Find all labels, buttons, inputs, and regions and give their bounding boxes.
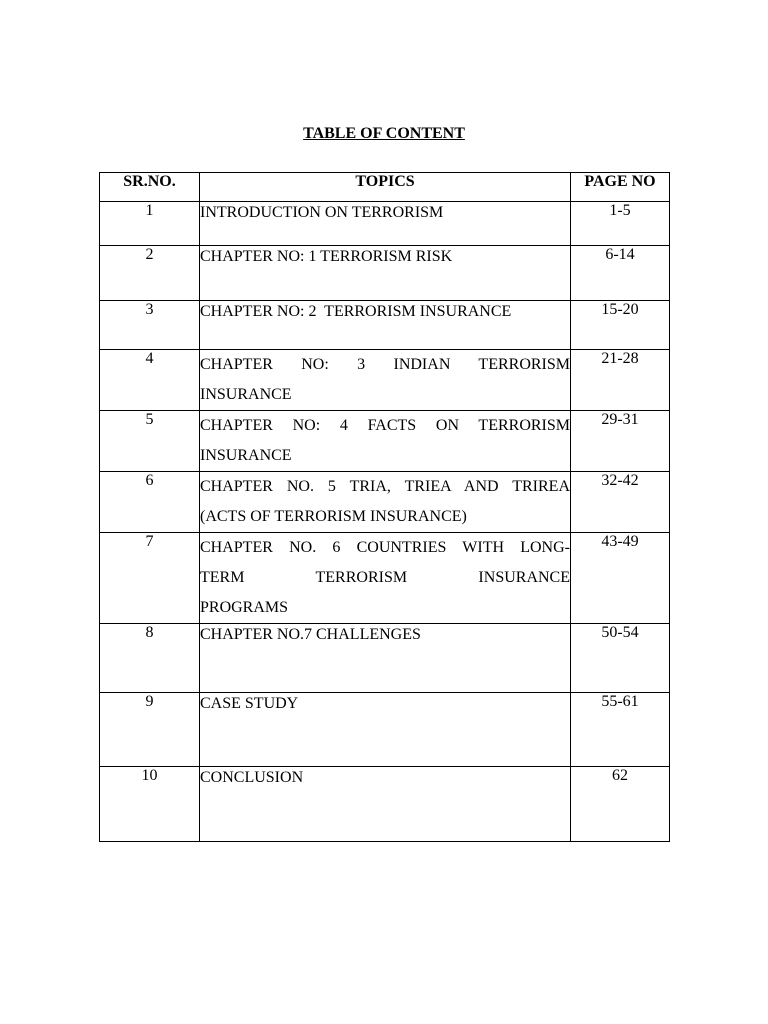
row-sr-no: 10 (100, 767, 200, 842)
row-page-no: 62 (571, 767, 670, 842)
row-topic (200, 350, 571, 411)
row-sr-no: 5 (100, 411, 200, 472)
table-row (100, 411, 670, 472)
row-topic-line: INSURANCE (200, 447, 292, 464)
row-topic: INTRODUCTION ON TERRORISM (200, 202, 571, 246)
table-row (100, 202, 670, 246)
row-sr-no: 7 (100, 533, 200, 624)
row-topic: CONCLUSION (200, 767, 571, 842)
row-topic: CASE STUDY (200, 693, 571, 767)
row-topic (200, 411, 571, 472)
row-page-no: 43-49 (571, 533, 670, 624)
row-sr-no: 3 (100, 301, 200, 350)
row-topic: CHAPTER NO.7 CHALLENGES (200, 624, 571, 693)
row-page-no: 1-5 (571, 202, 670, 246)
table-row (100, 533, 670, 624)
row-sr-no: 1 (100, 202, 200, 246)
table-row (100, 472, 670, 533)
row-sr-no: 6 (100, 472, 200, 533)
row-sr-no: 4 (100, 350, 200, 411)
row-topic: CHAPTER NO: 2 TERRORISM INSURANCE (200, 301, 571, 350)
row-topic-line: CHAPTER NO. 6 COUNTRIES WITH LONG- (200, 539, 570, 556)
row-topic-line: TERM TERRORISM INSURANCE (200, 569, 570, 586)
table-row (100, 301, 670, 350)
row-topic (200, 533, 571, 624)
table-row (100, 767, 670, 842)
header-sr-no: SR.NO. (100, 173, 200, 202)
header-page-no: PAGE NO (571, 173, 670, 202)
row-sr-no: 2 (100, 246, 200, 301)
document-title: TABLE OF CONTENT (303, 125, 465, 142)
table-of-contents (99, 172, 670, 842)
row-sr-no: 8 (100, 624, 200, 693)
row-topic-line: CHAPTER NO. 5 TRIA, TRIEA AND TRIREA (200, 478, 570, 495)
row-page-no: 29-31 (571, 411, 670, 472)
header-row (100, 173, 670, 202)
table-row (100, 624, 670, 693)
row-page-no: 6-14 (571, 246, 670, 301)
row-page-no: 32-42 (571, 472, 670, 533)
table-row (100, 246, 670, 301)
row-topic (200, 472, 571, 533)
table-row (100, 350, 670, 411)
row-topic-line: CHAPTER NO: 4 FACTS ON TERRORISM (200, 417, 570, 434)
row-page-no: 15-20 (571, 301, 670, 350)
row-sr-no: 9 (100, 693, 200, 767)
row-topic-line: PROGRAMS (200, 599, 289, 616)
row-page-no: 55-61 (571, 693, 670, 767)
table-row (100, 693, 670, 767)
row-topic-line: INSURANCE (200, 386, 292, 403)
row-topic-line: (ACTS OF TERRORISM INSURANCE) (200, 508, 467, 525)
row-page-no: 50-54 (571, 624, 670, 693)
row-topic-line: CHAPTER NO: 3 INDIAN TERRORISM (200, 356, 570, 373)
header-topics: TOPICS (200, 173, 571, 202)
row-page-no: 21-28 (571, 350, 670, 411)
row-topic: CHAPTER NO: 1 TERRORISM RISK (200, 246, 571, 301)
